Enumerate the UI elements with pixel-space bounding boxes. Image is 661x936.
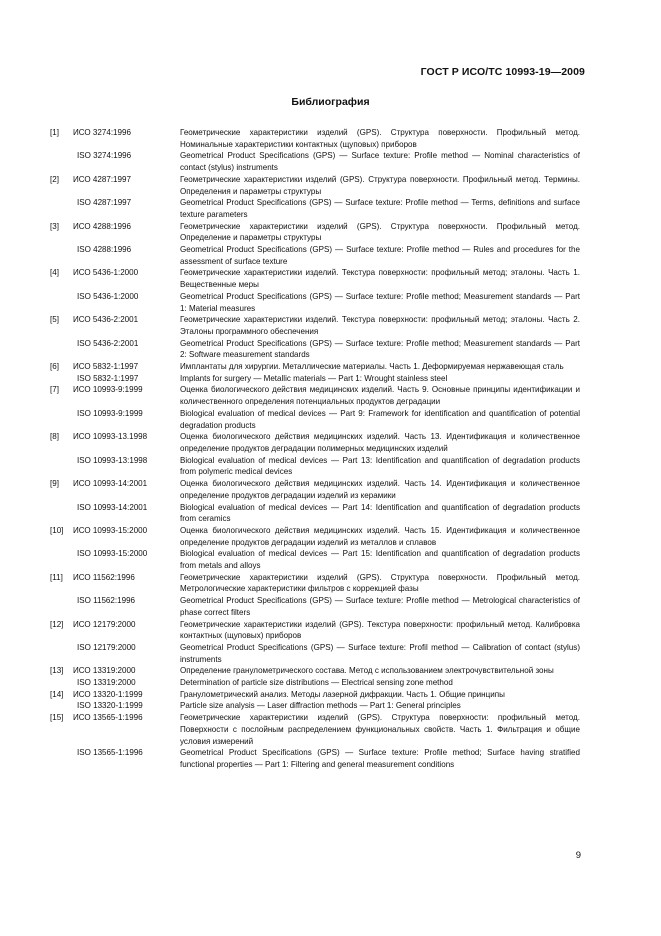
standard-designation: ИСО 10993-13.1998 [73, 432, 148, 442]
bibliography-entry [50, 373, 580, 385]
standard-designation: ISO 3274:1996 [77, 151, 132, 161]
standard-designation: ISO 12179:2000 [77, 642, 136, 652]
entry-description: Biological evaluation of medical devices — Part 14: Identification and quantification of degradation products from ceramics [180, 502, 580, 524]
standard-designation: ISO 4288:1996 [77, 245, 132, 255]
entry-description: Biological evaluation of medical devices — Part 9: Framework for identification and quantification of potential degradation products [180, 408, 580, 430]
entry-description: Geometrical Product Specifications (GPS) — Surface texture: Profile method; Measurement standards — Part 2: Software measurement standards [180, 338, 580, 360]
entry-description: Определение гранулометрического состава. Метод с использованием электрочувствительной зоны [180, 666, 554, 676]
standard-designation: ISO 5832-1:1997 [77, 373, 139, 383]
bibliography-entry [50, 572, 580, 595]
entry-number [50, 408, 73, 431]
entry-description: Геометрические характеристики изделий. Текстура поверхности: профильный метод; эталоны. Часть 2. Эталоны программного обеспечения [180, 315, 580, 336]
document-code-header: ГОСТ Р ИСО/ТС 10993-19—2009 [420, 66, 585, 78]
standard-designation: ИСО 11562:1996 [73, 572, 135, 582]
entry-number: [9] [50, 479, 59, 489]
page-number: 9 [575, 850, 581, 861]
entry-description: Геометрические характеристики изделий (GPS). Структура поверхности. Профильный метод. Термины. Определения и параметры структуры [180, 174, 580, 196]
entry-number: [12] [50, 619, 64, 629]
bibliography-entry [50, 525, 580, 548]
entry-number: [15] [50, 713, 64, 723]
entry-number [50, 595, 73, 618]
bibliography-entry [50, 595, 580, 618]
bibliography-entry [50, 361, 580, 373]
standard-designation: ИСО 4288:1996 [73, 221, 131, 231]
bibliography-entry [50, 712, 580, 747]
entry-number: [5] [50, 315, 59, 325]
bibliography-title: Библиография [291, 96, 370, 108]
entry-description: Geometrical Product Specifications (GPS) — Surface texture: Profile method; Surface having stratified functional properties — Part 1: Filtering and general measurement conditions [180, 748, 580, 769]
bibliography-entry [50, 548, 580, 571]
bibliography-entry [50, 408, 580, 431]
entry-description: Геометрические характеристики изделий (GPS). Текстура поверхности: профильный метод. Калибровка контактных (щуповых) приборов [180, 619, 580, 641]
entry-number: [11] [50, 572, 63, 582]
entry-description: Геометрические характеристики изделий (GPS). Структура поверхности. Профильный метод. Номинальные характеристики контактных (щуповых) приборов [180, 128, 580, 149]
standard-designation: ISO 13320-1:1999 [77, 701, 143, 711]
entry-number: [10] [50, 525, 64, 535]
entry-number: [2] [50, 174, 59, 184]
entry-description: Particle size analysis — Laser diffraction methods — Part 1: General principles [180, 701, 461, 711]
entry-description: Geometrical Product Specifications (GPS) — Surface texture: Profil method — Calibration of contact (stylus) instruments [180, 642, 580, 664]
standard-designation: ИСО 10993-9:1999 [73, 385, 143, 395]
bibliography-entry [50, 384, 580, 407]
entry-description: Геометрические характеристики изделий (GPS). Структура поверхности. Профильный метод. Метрологические характеристики фильтров с коррекцией фазы [180, 572, 580, 594]
standard-designation: ИСО 10993-14:2001 [73, 479, 148, 489]
bibliography-list [50, 127, 580, 771]
standard-designation: ISO 10993-14:2001 [77, 502, 148, 512]
standard-designation: ИСО 13319:2000 [73, 666, 136, 676]
standard-designation: ISO 13319:2000 [77, 678, 136, 688]
standard-designation: ISO 4287:1997 [77, 198, 132, 208]
entry-description: Geometrical Product Specifications (GPS) — Surface texture: Profile method — Terms, definitions and surface texture parameters [180, 198, 580, 219]
bibliography-entry [50, 642, 580, 665]
entry-description: Геометрические характеристики изделий (GPS). Структура поверхности. Профильный метод. Определение и параметры структуры [180, 221, 580, 243]
standard-designation: ИСО 5832-1:1997 [73, 362, 139, 372]
entry-number [50, 244, 73, 267]
entry-number: [14] [50, 689, 64, 699]
entry-number [50, 548, 73, 571]
entry-description: Оценка биологического действия медицинских изделий. Часть 14. Идентификация и количественное определение продуктов деградации изделий из керамики [180, 479, 580, 500]
standard-designation: ИСО 12179:2000 [73, 619, 136, 629]
bibliography-entry [50, 478, 580, 501]
bibliography-entry [50, 689, 580, 701]
standard-designation: ISO 5436-2:2001 [77, 338, 139, 348]
standard-designation: ISO 13565-1:1996 [77, 748, 143, 758]
entry-number: [7] [50, 385, 59, 395]
standard-designation: ИСО 13565-1:1996 [73, 713, 143, 723]
entry-description: Geometrical Product Specifications (GPS) — Surface texture: Profile method — Rules and procedures for the assessment of surface texture [180, 245, 580, 266]
bibliography-entry [50, 747, 580, 770]
bibliography-entry [50, 700, 580, 712]
entry-number [50, 197, 73, 220]
bibliography-entry [50, 502, 580, 525]
standard-designation: ISO 10993-15:2000 [77, 549, 148, 559]
entry-number: [1] [50, 128, 59, 137]
entry-number: [4] [50, 268, 59, 278]
bibliography-entry [50, 665, 580, 677]
entry-number: [13] [50, 666, 64, 676]
entry-number [50, 642, 73, 665]
entry-description: Geometrical Product Specifications (GPS) — Surface texture: Profile method — Metrological characteristics of phase correct filters [180, 596, 580, 617]
bibliography-entry [50, 619, 580, 642]
bibliography-entry [50, 431, 580, 454]
entry-number [50, 150, 73, 173]
bibliography-entry [50, 338, 580, 361]
entry-number: [6] [50, 362, 59, 372]
standard-designation: ИСО 5436-2:2001 [73, 315, 139, 325]
bibliography-entry [50, 267, 580, 290]
entry-description: Determination of particle size distributions — Electrical sensing zone method [180, 678, 453, 688]
standard-designation: ИСО 3274:1996 [73, 128, 131, 137]
entry-description: Implants for surgery — Metallic materials — Part 1: Wrought stainless steel [180, 373, 448, 383]
entry-number [50, 747, 73, 770]
bibliography-entry [50, 314, 580, 337]
entry-description: Оценка биологического действия медицинских изделий. Часть 13. Идентификация и количественное определение продуктов деградации полимерных медицинских изделий [180, 432, 580, 453]
entry-description: Оценка биологического действия медицинских изделий. Часть 15. Идентификация и количественное определение продуктов деградации изделий из металлов и сплавов [180, 525, 580, 547]
entry-description: Biological evaluation of medical devices — Part 15: Identification and quantification of degradation products from metals and alloys [180, 549, 580, 571]
bibliography-entry [50, 244, 580, 267]
bibliography-entry [50, 197, 580, 220]
entry-description: Гранулометрический анализ. Методы лазерной дифракции. Часть 1. Общие принципы [180, 689, 505, 699]
bibliography-entry [50, 174, 580, 197]
entry-number [50, 291, 73, 314]
bibliography-entry [50, 677, 580, 689]
bibliography-entry [50, 221, 580, 244]
standard-designation: ИСО 10993-15:2000 [73, 525, 148, 535]
entry-description: Геометрические характеристики изделий (GPS). Структура поверхности: профильный метод. Поверхности с послойным распределением функциональных свойств. Часть 1. Фильтрация и общие условия измерений [180, 713, 580, 746]
standard-designation: ISO 10993-9:1999 [77, 408, 143, 418]
entry-number [50, 373, 73, 385]
entry-description: Оценка биологического действия медицинских изделий. Часть 9. Основные принципы идентификации и количественного определения потенциальных продуктов деградации [180, 385, 580, 407]
bibliography-entry [50, 455, 580, 478]
standard-designation: ИСО 5436-1:2000 [73, 268, 139, 278]
entry-number [50, 502, 73, 525]
standard-designation: ИСО 13320-1:1999 [73, 689, 143, 699]
entry-number [50, 455, 73, 478]
entry-number [50, 677, 73, 689]
standard-designation: ISO 5436-1:2000 [77, 291, 139, 301]
standard-designation: ISO 10993-13:1998 [77, 455, 148, 465]
standard-designation: ИСО 4287:1997 [73, 174, 131, 184]
entry-number [50, 338, 73, 361]
standard-designation: ISO 11562:1996 [77, 596, 136, 606]
bibliography-entry [50, 291, 580, 314]
entry-number: [3] [50, 221, 59, 231]
bibliography-entry [50, 127, 580, 150]
entry-number: [8] [50, 432, 59, 442]
entry-description: Geometrical Product Specifications (GPS) — Surface texture: Profile method; Measurement standards — Part 1: Material measures [180, 291, 580, 313]
bibliography-entry [50, 150, 580, 173]
entry-description: Имплантаты для хирургии. Металлические материалы. Часть 1. Деформируемая нержавеющая сталь [180, 362, 564, 372]
entry-number [50, 700, 73, 712]
entry-description: Geometrical Product Specifications (GPS) — Surface texture: Profile method — Nominal characteristics of contact (stylus) instruments [180, 151, 580, 173]
entry-description: Геометрические характеристики изделий. Текстура поверхности: профильный метод; эталоны. Часть 1. Вещественные меры [180, 268, 580, 290]
entry-description: Biological evaluation of medical devices — Part 13: Identification and quantification of degradation products from polymeric medical devices [180, 455, 580, 477]
